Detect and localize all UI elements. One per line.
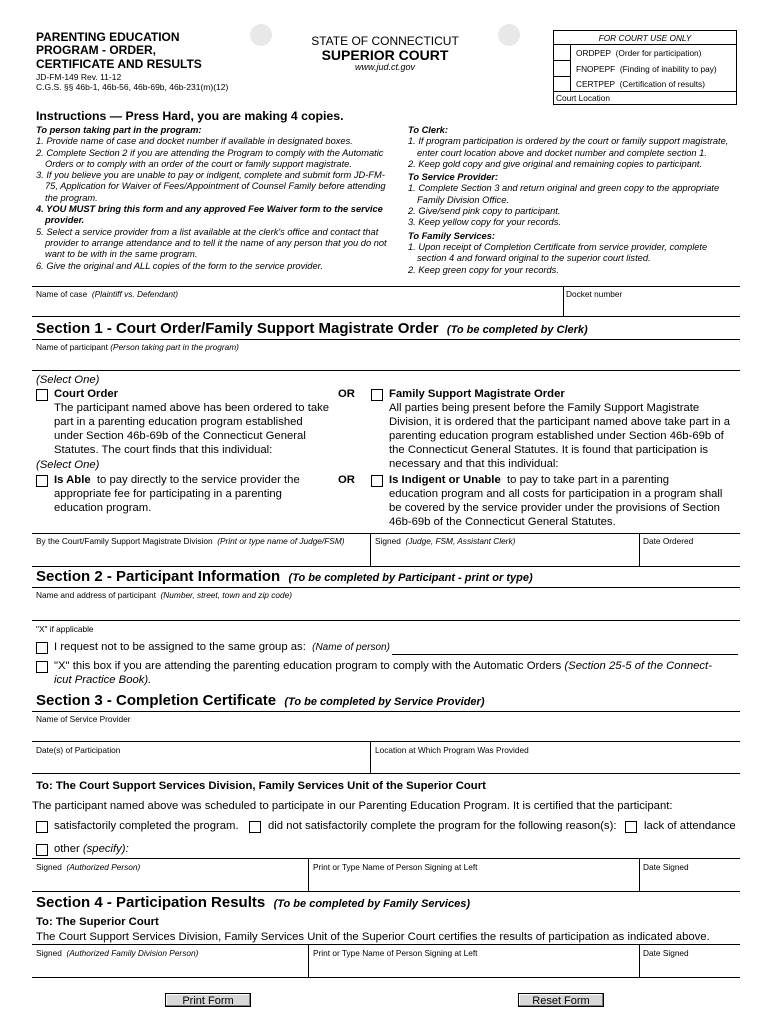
judge-name-field[interactable]: By the Court/Family Support Magistrate Division (Print or type name of Judge/FSM) bbox=[36, 536, 345, 546]
is-able-checkbox[interactable] bbox=[36, 475, 48, 487]
csd-recipient-line: To: The Court Support Services Division, Family Services Unit of the Superior Court bbox=[36, 780, 486, 792]
section4-title: Section 4 - Participation Results (To be completed by Family Services) bbox=[36, 894, 470, 911]
satisfactory-label: satisfactorily completed the program. bbox=[54, 820, 239, 832]
select-one-label: (Select One) bbox=[36, 374, 100, 386]
state-name: STATE OF CONNECTICUT bbox=[311, 34, 459, 48]
instruction-item: 3. If you believe you are unable to pay or indigent, complete and submit form JD-FM-75, Application for Waiver of Fees/Appointment of Counsel Family before attending the program. bbox=[36, 170, 386, 203]
not-satisfactory-checkbox[interactable] bbox=[249, 821, 261, 833]
fsm-order-text: Division, it is ordered that the participant named above take part in a bbox=[389, 416, 730, 429]
other-reason-label: other (specify): bbox=[54, 843, 129, 855]
court-order-block bbox=[54, 387, 344, 457]
fsm-order-text: necessary and that this individual: bbox=[389, 458, 559, 471]
separate-group-checkbox[interactable] bbox=[36, 642, 48, 654]
instruction-item: 1. If program participation is ordered by the court or family support magistrate, enter court location above and docket number and complete section 1. bbox=[408, 136, 729, 158]
superior-court-recipient-line: To: The Superior Court bbox=[36, 916, 159, 928]
court-order-title: Court Order bbox=[54, 388, 119, 400]
participant-address-field[interactable]: Name and address of participant (Number, street, town and zip code) bbox=[36, 590, 292, 600]
section3-title: Section 3 - Completion Certificate (To be completed by Service Provider) bbox=[36, 692, 485, 709]
instruction-item: 2. Keep gold copy and give original and remaining copies to participant. bbox=[408, 158, 703, 169]
form-number: JD-FM-149 Rev. 11-12 bbox=[36, 72, 122, 82]
is-able-text: appropriate fee for participating in a parenting bbox=[54, 488, 282, 501]
court-location-field[interactable]: Court Location bbox=[556, 93, 610, 103]
court-use-option-fnopepf[interactable] bbox=[576, 64, 717, 74]
select-one-label: (Select One) bbox=[36, 459, 100, 471]
court-use-code: FNOPEPF bbox=[576, 64, 616, 74]
form-title-line: PARENTING EDUCATION bbox=[36, 30, 180, 44]
participant-instructions bbox=[36, 125, 388, 272]
court-use-option-ordpep[interactable] bbox=[576, 48, 701, 58]
judge-signature-field[interactable]: Signed (Judge, FSM, Assistant Clerk) bbox=[375, 536, 516, 546]
x-applicable-label: "X" if applicable bbox=[36, 624, 94, 634]
is-able-block bbox=[54, 473, 344, 515]
fsm-order-text: All parties being present before the Family Support Magistrate bbox=[389, 402, 700, 415]
family-services-printed-name-field[interactable]: Print or Type Name of Person Signing at Left bbox=[313, 948, 478, 958]
service-provider-field[interactable]: Name of Service Provider bbox=[36, 714, 131, 724]
is-indigent-title: Is Indigent or Unable bbox=[389, 474, 501, 486]
is-able-title: Is Able bbox=[54, 474, 91, 486]
is-able-text: education program. bbox=[54, 502, 152, 515]
program-location-field[interactable]: Location at Which Program Was Provided bbox=[375, 745, 529, 755]
satisfactory-checkbox[interactable] bbox=[36, 821, 48, 833]
or-label: OR bbox=[338, 388, 355, 400]
instruction-item: 1. Provide name of case and docket number if available in designated boxes. bbox=[36, 136, 353, 147]
results-certification-text: The Court Support Services Division, Family Services Unit of the Superior Court certifies the results of participation as indicated above. bbox=[36, 931, 710, 943]
court-website: www.jud.ct.gov bbox=[354, 62, 416, 72]
print-form-button[interactable]: Print Form bbox=[165, 993, 251, 1007]
court-order-text: part in a parenting education program established bbox=[54, 416, 303, 429]
instruction-item: 2. Complete Section 2 if you are attending the Program to comply with the Automatic Orders or to comply with an order of the court or family support magistrate. bbox=[36, 147, 384, 169]
court-order-text: under Section 46b-69b of the Connecticut General bbox=[54, 430, 306, 443]
court-order-checkbox[interactable] bbox=[36, 389, 48, 401]
reset-form-button[interactable]: Reset Form bbox=[518, 993, 604, 1007]
instruction-item: 6. Give the original and ALL copies of the form to the service provider. bbox=[36, 260, 323, 271]
court-use-code: CERTPEP bbox=[576, 79, 616, 89]
is-indigent-text: be covered by the service provider under the provisions of Section bbox=[389, 502, 720, 515]
court-order-text: The participant named above has been ordered to take bbox=[54, 402, 330, 415]
is-indigent-checkbox[interactable] bbox=[371, 475, 383, 487]
family-services-signature-field[interactable]: Signed (Authorized Family Division Person) bbox=[36, 948, 199, 958]
provider-printed-name-field[interactable]: Print or Type Name of Person Signing at Left bbox=[313, 862, 478, 872]
is-able-text: to pay directly to the service provider the bbox=[96, 474, 300, 486]
lack-attendance-label: lack of attendance bbox=[644, 820, 736, 832]
section1-title: Section 1 - Court Order/Family Support Magistrate Order (To be completed by Clerk) bbox=[36, 320, 588, 337]
form-title-line: PROGRAM - ORDER, bbox=[36, 43, 156, 58]
docket-number-field[interactable]: Docket number bbox=[566, 289, 623, 299]
is-indigent-block bbox=[389, 473, 739, 529]
automatic-orders-checkbox[interactable] bbox=[36, 661, 48, 673]
form-title-line: CERTIFICATE AND RESULTS bbox=[36, 56, 202, 71]
participant-instructions-heading: To person taking part in the program: bbox=[36, 125, 202, 135]
fsm-order-text: the Connecticut General Statutes. It is found that participation is bbox=[389, 444, 709, 457]
fsm-order-block bbox=[389, 387, 739, 472]
is-indigent-text: education program and all costs for participation in a program shall bbox=[389, 488, 723, 501]
not-satisfactory-label: did not satisfactorily complete the program for the following reason(s): bbox=[268, 820, 617, 832]
hole-punch-mark bbox=[250, 24, 272, 46]
fsm-order-text: parenting education program established under Section 46b-69b of bbox=[389, 430, 724, 443]
hole-punch-mark bbox=[498, 24, 520, 46]
court-use-option-certpep[interactable] bbox=[576, 79, 705, 89]
clerk-instructions-heading: To Clerk: bbox=[408, 125, 448, 135]
participation-dates-field[interactable]: Date(s) of Participation bbox=[36, 745, 121, 755]
fsm-order-checkbox[interactable] bbox=[371, 389, 383, 401]
court-use-title: FOR COURT USE ONLY bbox=[598, 33, 692, 43]
other-reason-checkbox[interactable] bbox=[36, 844, 48, 856]
court-use-desc: (Certification of results) bbox=[619, 79, 705, 89]
is-indigent-text: to pay to take part in a parenting bbox=[507, 474, 670, 486]
provider-signature-field[interactable]: Signed (Authorized Person) bbox=[36, 862, 141, 872]
automatic-orders-text: "X" this box if you are attending the parenting education program to comply with the Automatic Orders (Section 25-5 of the Connect- icut Practice Book). bbox=[54, 660, 712, 687]
instruction-item: 2. Keep green copy for your records. bbox=[408, 264, 559, 275]
instruction-item: 2. Give/send pink copy to participant. bbox=[408, 206, 561, 217]
instruction-item: 3. Keep yellow copy for your records. bbox=[408, 217, 561, 228]
lack-attendance-checkbox[interactable] bbox=[625, 821, 637, 833]
instructions-heading: Instructions — Press Hard, you are making 4 copies. bbox=[36, 109, 344, 123]
instruction-item: 1. Complete Section 3 and return original and green copy to the appropriate Family Division Office. bbox=[408, 183, 720, 205]
provider-date-signed-field[interactable]: Date Signed bbox=[643, 862, 689, 872]
instruction-item: 1. Upon receipt of Completion Certificate from service provider, complete section 4 and forward original to the superior court listed. bbox=[408, 241, 708, 264]
participant-name-field[interactable]: Name of participant (Person taking part in the program) bbox=[36, 342, 239, 352]
fsm-order-title: Family Support Magistrate Order bbox=[389, 388, 565, 400]
section2-title: Section 2 - Participant Information (To be completed by Participant - print or type) bbox=[36, 568, 533, 585]
statutes: C.G.S. §§ 46b-1, 46b-56, 46b-69b, 46b-231(m)(12) bbox=[36, 82, 229, 92]
instruction-item: 5. Select a service provider from a list available at the clerk's office and contact that provider to arrange attendance and to tell it the name of any person that you do not want to be with in the same program. bbox=[36, 226, 387, 260]
form-title bbox=[36, 31, 202, 71]
family-instructions-heading: To Family Services: bbox=[408, 230, 495, 241]
is-indigent-text: 46b-69b of the Connecticut General Statutes. bbox=[389, 516, 616, 529]
instruction-item: 4. YOU MUST bring this form and any approved Fee Waiver form to the service provider. bbox=[36, 204, 383, 226]
separate-group-text: I request not to be assigned to the same group as: (Name of person) bbox=[54, 641, 390, 653]
court-use-box bbox=[553, 30, 737, 105]
date-ordered-field[interactable]: Date Ordered bbox=[643, 536, 694, 546]
certification-text: The participant named above was scheduled to participate in our Parenting Education Program. It is certified that the participant: bbox=[32, 800, 673, 812]
court-order-text: Statutes. The court finds that this individual: bbox=[54, 444, 273, 457]
court-use-desc: (Finding of inability to pay) bbox=[619, 64, 717, 74]
court-use-code: ORDPEP bbox=[576, 48, 612, 58]
court-name: SUPERIOR COURT bbox=[321, 47, 449, 63]
family-services-date-signed-field[interactable]: Date Signed bbox=[643, 948, 689, 958]
court-use-desc: (Order for participation) bbox=[615, 48, 702, 58]
or-label: OR bbox=[338, 474, 355, 486]
clerk-instructions bbox=[408, 125, 738, 276]
provider-instructions-heading: To Service Provider: bbox=[408, 172, 499, 183]
case-name-field[interactable]: Name of case (Plaintiff vs. Defendant) bbox=[36, 289, 179, 299]
